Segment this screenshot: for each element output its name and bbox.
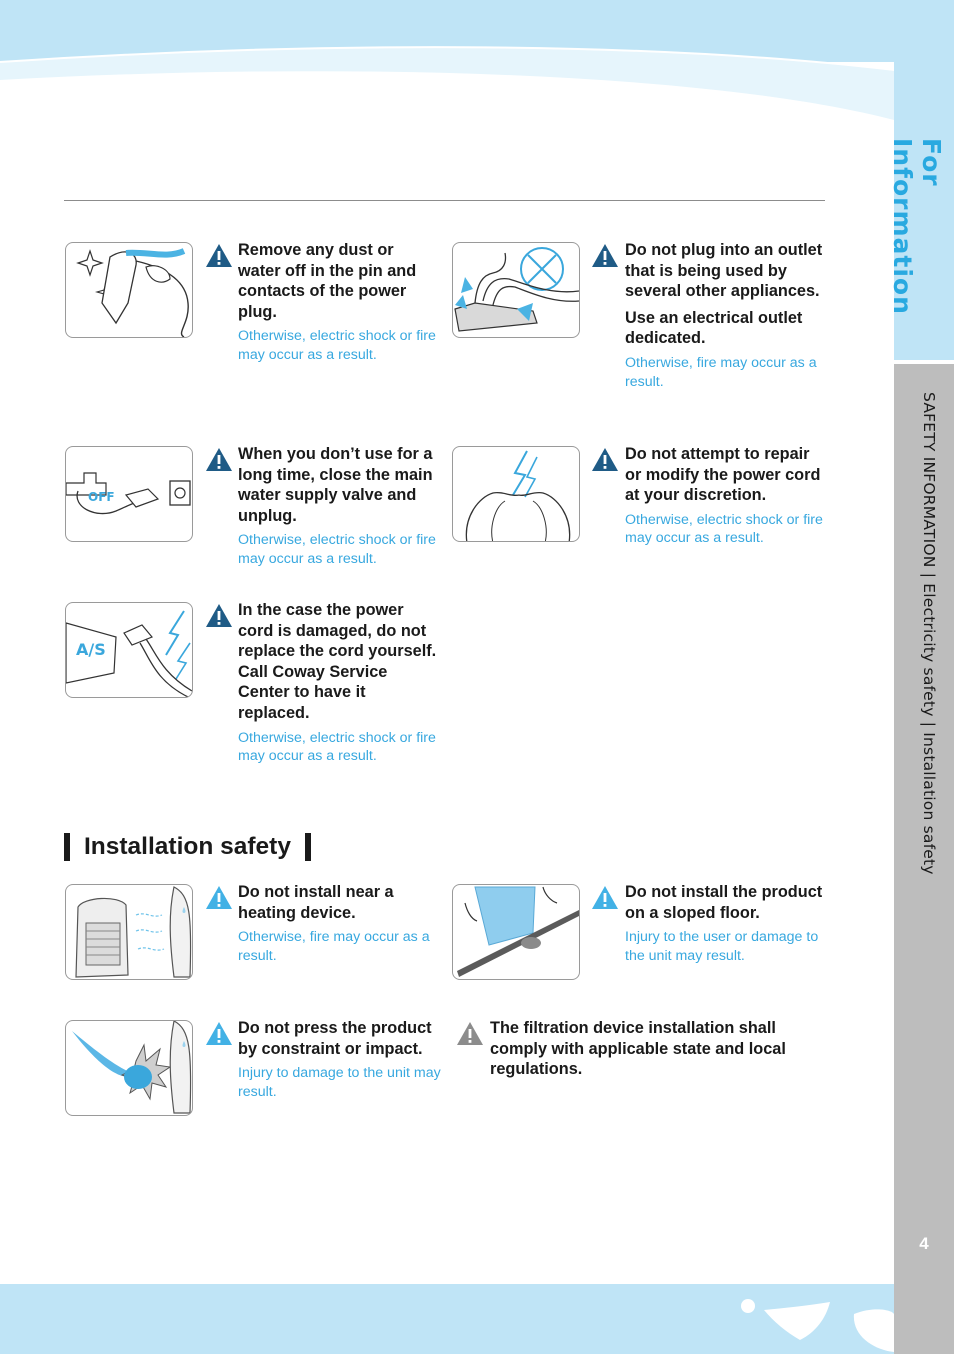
breadcrumb-tab xyxy=(894,364,954,1354)
header-divider xyxy=(64,200,825,201)
sloped-floor-icon xyxy=(452,884,580,980)
warning-note: Otherwise, fire may occur as a result. xyxy=(625,354,817,390)
warning-item xyxy=(238,600,438,766)
overloaded-power-strip-icon xyxy=(452,242,580,338)
warning-note: Otherwise, electric shock or fire may occur as a result. xyxy=(238,729,436,765)
warning-icon xyxy=(591,885,619,910)
notice-title: The filtration device installation shall comply with applicable state and local regulations. xyxy=(490,1019,786,1079)
damaged-cord-icon xyxy=(65,602,193,698)
caution-note: Injury to the user or damage to the unit may result. xyxy=(625,929,819,964)
notice-item xyxy=(490,1018,820,1080)
caution-note: Otherwise, fire may occur as a result. xyxy=(238,929,430,964)
caution-title: Do not press the product by constraint or impact. xyxy=(238,1019,432,1058)
warning-icon xyxy=(205,1021,233,1046)
warning-note: Otherwise, electric shock or fire may occur as a result. xyxy=(625,511,823,547)
warning-title: In the case the power cord is damaged, do not replace the cord yourself. Call Coway Service Center to have it replaced. xyxy=(238,601,437,722)
section-heading xyxy=(64,830,311,864)
warning-item xyxy=(238,444,443,569)
warning-item xyxy=(625,240,830,391)
warning-item xyxy=(625,444,830,548)
valve-off-unplug-icon xyxy=(65,446,193,542)
section-title: For Information xyxy=(888,138,946,315)
warning-item xyxy=(238,240,438,365)
caution-item xyxy=(238,1018,443,1101)
section-heading-text: Installation safety xyxy=(84,833,291,860)
caution-title: Do not install near a heating device. xyxy=(238,883,394,922)
water-drop-icon xyxy=(734,1284,894,1354)
page-number: 4 xyxy=(919,1234,929,1253)
warning-icon xyxy=(205,603,233,628)
off-badge: OFF xyxy=(88,490,115,504)
breadcrumb: SAFETY INFORMATION | Electricity safety | Installation safety xyxy=(920,392,938,875)
cleaning-plug-icon xyxy=(65,242,193,338)
warning-title: Do not plug into an outlet that is being used by several other appliances. xyxy=(625,241,823,301)
bottom-decorative-band xyxy=(0,1284,894,1354)
warning-icon xyxy=(456,1021,484,1046)
warning-title: Remove any dust or water off in the pin and contacts of the power plug. xyxy=(238,241,417,321)
cord-repair-icon xyxy=(452,446,580,542)
top-decorative-band xyxy=(0,0,894,120)
warning-title: When you don’t use for a long time, close the main water supply valve and unplug. xyxy=(238,445,433,525)
caution-item xyxy=(625,882,830,965)
warning-icon xyxy=(591,243,619,268)
heater-icon xyxy=(65,884,193,980)
warning-icon xyxy=(205,243,233,268)
warning-title-secondary: Use an electrical outlet dedicated. xyxy=(625,308,803,348)
caution-note: Injury to damage to the unit may result. xyxy=(238,1065,441,1100)
warning-icon xyxy=(205,447,233,472)
impact-icon xyxy=(65,1020,193,1116)
warning-note: Otherwise, electric shock or fire may occur as a result. xyxy=(238,532,436,567)
as-badge: A/S xyxy=(76,640,106,659)
warning-title: Do not attempt to repair or modify the power cord at your discretion. xyxy=(625,445,821,505)
warning-icon xyxy=(591,447,619,472)
caution-title: Do not install the product on a sloped floor. xyxy=(625,883,823,922)
section-tab xyxy=(888,0,954,360)
warning-note: Otherwise, electric shock or fire may occur as a result. xyxy=(238,328,436,363)
warning-icon xyxy=(205,885,233,910)
caution-item xyxy=(238,882,438,965)
